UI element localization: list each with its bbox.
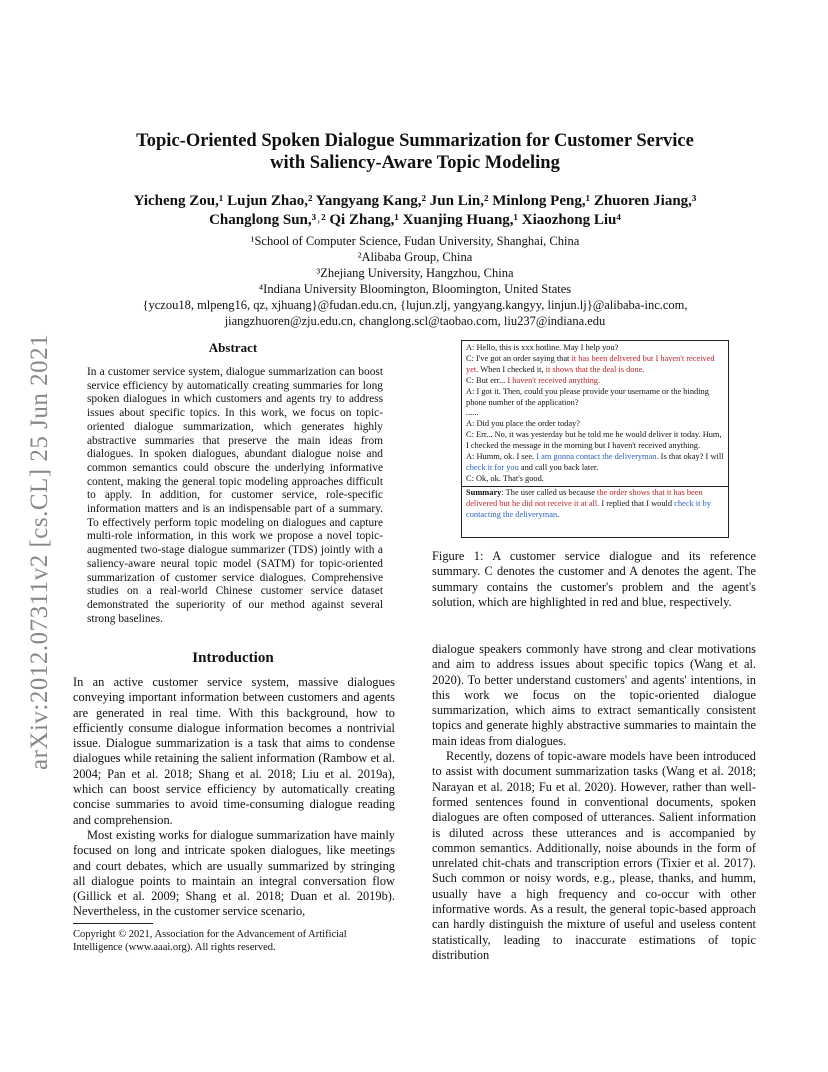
paper-title [90,130,740,174]
dialogue-line [466,376,724,387]
footnote-rule [73,923,153,924]
dialogue-text: ...... [466,408,479,418]
summary-text: : The user called us because [501,487,598,497]
dialogue-text: C: Err... No, it was yesterday but he told me he would deliver it today. Hum, I checked the message in the morning but I haven't received anything. [466,430,722,451]
dialogue-text: and call you back later. [518,462,599,472]
solution-highlight: check it for you [466,462,519,472]
right-column-body [432,642,756,963]
dialogue-text: A: Hello, this is xxx hotline. May I help you? [466,343,619,352]
dialogue-text: A: Humm, ok. I see. [466,452,537,462]
title-line-2: with Saliency-Aware Topic Modeling [270,153,560,173]
reference-summary [462,486,728,522]
emails-line-2: jiangzhuoren@zju.edu.cn, changlong.scl@taobao.com, liu237@indiana.edu [224,314,606,328]
dialogue-text: When I checked it, [478,364,546,374]
dialogue-text: C: Ok, ok. That's good. [466,473,544,483]
figure-caption: Figure 1: A customer service dialogue and its reference summary. C denotes the customer and A denotes the agent. The summary contains the customer's problem and the agent's solution, which are highlighted in red and blue, respectively. [432,549,756,610]
copyright-notice: Copyright © 2021, Association for the Advancement of Artificial Intelligence (www.aaai.org). All rights reserved. [73,929,347,953]
abstract-heading: Abstract [208,340,258,355]
authors [90,192,740,230]
authors-line-1: Yicheng Zou,¹ Lujun Zhao,² Yangyang Kang,² Jun Lin,² Minlong Peng,¹ Zhuoren Jiang,³ [133,193,697,209]
affiliation-3: ³Zhejiang University, Hangzhou, China [316,266,514,280]
intro-paragraph-1: In an active customer service system, massive dialogues conveying important information between customers and agents are generated in real time. With this background, how to efficiently consume dialogue information becomes a nontrivial issue. Dialogue summarization is a task that aims to condense dialogues while retaining the salient information (Rambow et al. 2004; Pan et al. 2018; Shang et al. 2018; Liu et al. 2019a), which can boost service efficiency by automatically creating concise summaries to avoid time-consuming dialogue reading and comprehension. [73,675,395,827]
section-heading-introduction: Introduction [192,650,274,666]
dialogue-line [466,343,724,354]
dialogue-text: C: But err... [466,375,508,385]
summary-text: I replied that I would [599,498,675,508]
intro-paragraph-2: Most existing works for dialogue summarization have mainly focused on long and intricate spoken dialogues, like meetings and court debates, which are usually summarized by stringing all dialogue points to maintain an integral conversation flow (Gillick et al. 2009; Shang et al. 2018; Duan et al. 2019b). Nevertheless, in the customer service scenario, [73,827,395,919]
figure-dialogue-box [461,340,729,538]
solution-highlight: I am gonna contact the deliveryman. [536,452,659,462]
arxiv-stamp [20,300,60,770]
affiliation-1: ¹School of Computer Science, Fudan University, Shanghai, China [250,234,580,248]
dialogue-line [466,430,724,452]
authors-line-2: Changlong Sun,³˒² Qi Zhang,¹ Xuanjing Huang,¹ Xiaozhong Liu⁴ [209,212,621,228]
problem-highlight: the order shows that it has been delivered but he did not receive it at all. [466,487,703,508]
abstract-body: In a customer service system, dialogue summarization can boost service efficiency by automatically creating summaries for long spoken dialogues in which customers and agents try to address issues about specific topics. In this work, we focus on topic-oriented dialogue summarization, which generates highly abstractive summaries that preserve the main ideas from dialogues. In spoken dialogues, abundant dialogue noise and common semantics could obscure the underlying informative content, making the general topic modeling approaches difficult to apply. In addition, for customer service, role-specific information matters and is an indispensable part of a summary. To effectively perform topic modeling on dialogues and capture multi-role information, in this work we propose a novel topic-augmented two-stage dialogue summarizer (TDS) jointly with a saliency-aware neural topic model (SATM) for topic-oriented summarization of customer service dialogues. Comprehensive studies on a real-world Chinese customer service dataset demonstrated the superiority of our method against several strong baselines. [87,366,383,625]
dialogue-text: A: I got it. Then, could you please provide your username or the binding phone number of the application? [466,386,709,407]
title-line-1: Topic-Oriented Spoken Dialogue Summarization for Customer Service [136,131,694,151]
dialogue-text: Is that okay? I will [658,452,724,462]
summary-text: . [557,509,560,519]
arxiv-stamp-text: arXiv:2012.07311v2 [cs.CL] 25 Jun 2021 [26,333,53,770]
dialogue-text: C: I've got an order saying that [466,353,572,363]
problem-highlight: it shows that the deal is done. [545,364,645,374]
emails-line-1: {yczou18, mlpeng16, qz, xjhuang}@fudan.edu.cn, {lujun.zlj, yangyang.kangyy, linjun.lj}@alibaba-inc.com, [142,298,688,312]
dialogue-line [466,452,724,474]
summary-label: Summary [466,487,502,497]
dialogue-line [466,419,724,430]
body-paragraph-2: Recently, dozens of topic-aware models have been introduced to assist with document summarization tasks (Wang et al. 2018; Narayan et al. 2018; Fu et al. 2020). However, rather than well-formed sentences found in conventional documents, spoken dialogues are often composed of utterances. Salient information is diluted across these utterances and is accompanied by common semantics. Additionally, noise abounds in the form of unrelated chit-chats and transcription errors (Tixier et al. 2017). Such common or noisy words, e.g., please, thanks, and humm, usually have a high frequency and co-occur with other informative words. As a result, the general topic-based approach can hardly distinguish the mixture of useful and useless content statistically, leading to inaccurate estimations of topic distribution [432,749,756,962]
dialogue-line [466,408,724,419]
affiliation-4: ⁴Indiana University Bloomington, Bloomington, United States [258,282,572,296]
body-paragraph-1: dialogue speakers commonly have strong and clear motivations and aim to address issues about specific topics (Wang et al. 2020). To better understand customers' and agents' intentions, in this work we focus on the topic-oriented dialogue summarization, which aims to extract semantically consistent topics and generate highly abstractive summaries to maintain the main ideas from dialogues. [432,642,756,748]
solution-highlight: check it by contacting the deliveryman [466,498,711,519]
dialogue-line [466,387,724,409]
affiliations [90,233,740,329]
problem-highlight: it has been delivered but I haven't received yet. [466,353,715,374]
left-column-body [73,675,395,920]
dialogue-line [466,354,724,376]
dialogue-line [466,474,724,485]
affiliation-2: ²Alibaba Group, China [357,250,473,264]
dialogue-text: A: Did you place the order today? [466,419,580,429]
problem-highlight: I haven't received anything. [507,375,601,385]
